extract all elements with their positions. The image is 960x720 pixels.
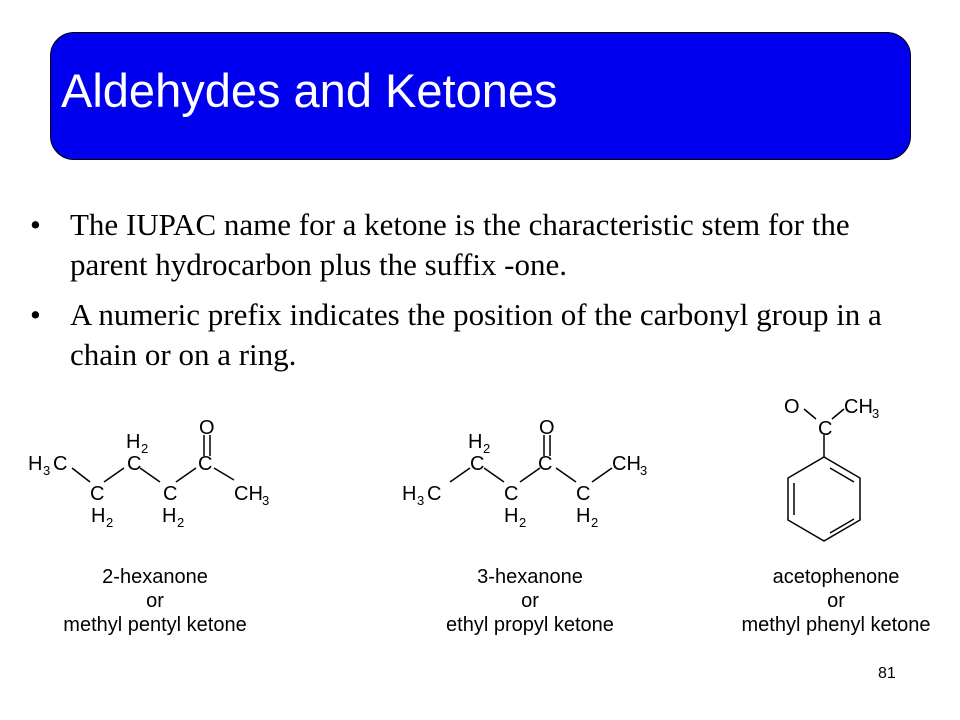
svg-text:H: H — [162, 505, 177, 527]
svg-text:2: 2 — [591, 515, 599, 530]
svg-text:3: 3 — [262, 493, 270, 508]
svg-text:C: C — [198, 453, 213, 475]
structure-acetophenone — [760, 385, 920, 545]
svg-text:C: C — [504, 483, 519, 505]
molecule-common-name: methyl pentyl ketone — [63, 614, 247, 636]
svg-text:C: C — [427, 483, 442, 505]
svg-text:3: 3 — [640, 463, 648, 478]
svg-text:H: H — [402, 483, 417, 505]
molecule-common-name: ethyl propyl ketone — [446, 614, 614, 636]
bullet-item — [30, 295, 910, 375]
molecule-name: 3-hexanone — [477, 566, 583, 588]
svg-text:3: 3 — [872, 406, 880, 421]
title-banner — [50, 32, 911, 160]
bullet-dot: • — [30, 207, 41, 242]
svg-text:2: 2 — [483, 441, 491, 456]
svg-text:C: C — [90, 483, 105, 505]
svg-text:CH: CH — [844, 396, 873, 418]
svg-text:C: C — [470, 453, 485, 475]
svg-text:3: 3 — [417, 493, 425, 508]
svg-text:CH: CH — [612, 453, 641, 475]
svg-text:O: O — [199, 417, 215, 439]
molecule-connector: or — [827, 590, 845, 612]
svg-text:2: 2 — [519, 515, 527, 530]
svg-text:C: C — [818, 418, 833, 440]
molecule-caption — [30, 565, 280, 637]
svg-text:H: H — [576, 505, 591, 527]
svg-text:H: H — [468, 431, 483, 453]
svg-text:H: H — [91, 505, 106, 527]
bullet-text: The IUPAC name for a ketone is the characteristic stem for the parent hydrocarbon plus the suffix -one. — [70, 207, 850, 282]
molecule-connector: or — [146, 590, 164, 612]
svg-text:H: H — [28, 453, 43, 475]
svg-text:O: O — [539, 417, 555, 439]
svg-text:C: C — [163, 483, 178, 505]
svg-text:H: H — [126, 431, 141, 453]
page-number: 81 — [878, 665, 896, 682]
svg-text:C: C — [538, 453, 553, 475]
molecule-name: 2-hexanone — [102, 566, 208, 588]
bullet-dot: • — [30, 297, 41, 332]
bullet-item — [30, 205, 910, 285]
molecule-name: acetophenone — [772, 566, 900, 588]
svg-text:2: 2 — [106, 515, 114, 530]
molecule-caption — [712, 565, 960, 637]
structure-3-hexanone — [380, 410, 700, 530]
svg-text:2: 2 — [177, 515, 185, 530]
svg-text:C: C — [53, 453, 68, 475]
molecule-caption — [405, 565, 655, 637]
bullet-list — [30, 205, 910, 385]
molecule-connector: or — [521, 590, 539, 612]
svg-text:3: 3 — [43, 463, 51, 478]
bullet-text: A numeric prefix indicates the position of the carbonyl group in a chain or on a ring. — [70, 297, 882, 372]
slide-title: Aldehydes and Ketones — [61, 64, 558, 117]
svg-text:CH: CH — [234, 483, 263, 505]
svg-text:C: C — [576, 483, 591, 505]
svg-text:2: 2 — [141, 441, 149, 456]
molecule-common-name: methyl phenyl ketone — [741, 614, 931, 636]
svg-text:C: C — [127, 453, 142, 475]
structure-2-hexanone — [0, 410, 320, 530]
svg-text:O: O — [784, 396, 800, 418]
svg-text:H: H — [504, 505, 519, 527]
